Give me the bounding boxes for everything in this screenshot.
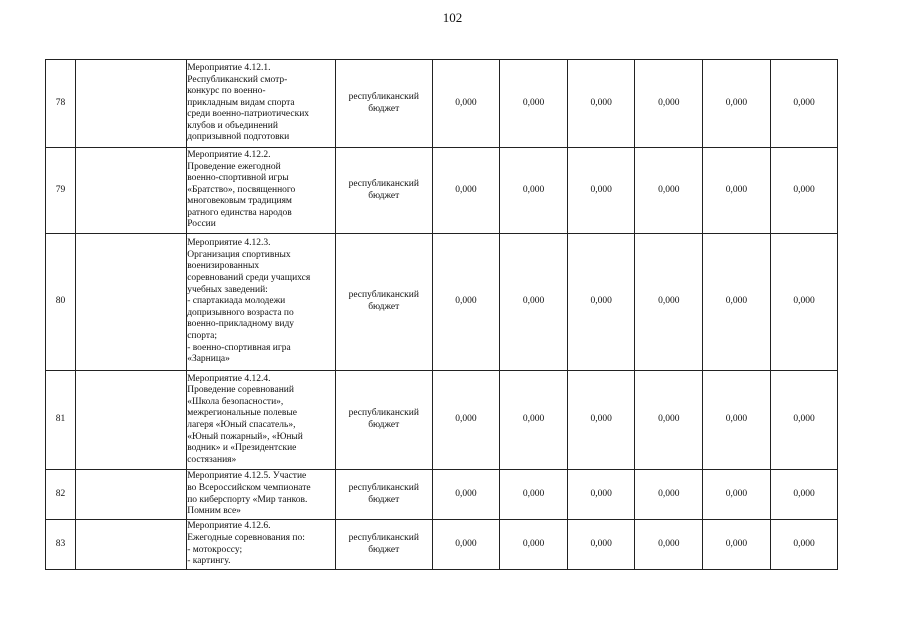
activity-description bbox=[187, 148, 336, 234]
funding-source bbox=[335, 470, 432, 520]
amount-cell: 0,000 bbox=[567, 520, 635, 570]
table-row bbox=[46, 371, 905, 470]
empty-cell bbox=[75, 371, 186, 470]
description-line: Организация спортивных bbox=[187, 249, 291, 260]
amount-cell: 0,000 bbox=[500, 371, 568, 470]
amount-cell: 0,000 bbox=[432, 234, 500, 371]
description-line: допризывного возраста по bbox=[187, 307, 294, 318]
description-line: Мероприятие 4.12.3. bbox=[187, 238, 271, 249]
amount-cell: 0,000 bbox=[770, 371, 838, 470]
empty-cell bbox=[75, 520, 186, 570]
amount-cell: 0,000 bbox=[703, 520, 771, 570]
description-line: конкурс по военно- bbox=[187, 86, 266, 97]
description-line: Мероприятие 4.12.5. Участие bbox=[187, 471, 307, 482]
row-number: 78 bbox=[46, 60, 76, 148]
description-line: Ежегодные соревнования по: bbox=[187, 532, 305, 543]
empty-cell bbox=[75, 470, 186, 520]
description-line: среди военно-патриотических bbox=[187, 109, 310, 120]
activity-description bbox=[187, 520, 336, 570]
description-line: допризывной подготовки bbox=[187, 132, 290, 143]
amount-cell: 0,000 bbox=[500, 520, 568, 570]
description-line: во Всероссийском чемпионате bbox=[187, 482, 311, 493]
description-line: «Братство», посвященного bbox=[187, 184, 296, 195]
description-line: многовековым традициям bbox=[187, 196, 292, 207]
table-row bbox=[46, 60, 905, 148]
amount-cell: 0,000 bbox=[567, 470, 635, 520]
funding-source-line: республиканский bbox=[348, 91, 419, 102]
description-line: лагеря «Юный спасатель», bbox=[187, 420, 296, 430]
row-number: 79 bbox=[46, 148, 76, 234]
description-line: Мероприятие 4.12.2. bbox=[187, 149, 271, 160]
amount-cell: 0,000 bbox=[770, 470, 838, 520]
amount-cell: 0,000 bbox=[500, 148, 568, 234]
description-line: Мероприятие 4.12.4. bbox=[187, 373, 271, 384]
amount-cell: 0,000 bbox=[432, 60, 500, 148]
row-number: 83 bbox=[46, 520, 76, 570]
description-line: соревнований среди учащихся bbox=[187, 273, 311, 284]
table-row bbox=[46, 148, 905, 234]
description-line: ратного единства народов bbox=[187, 207, 292, 218]
amount-cell: 0,000 bbox=[635, 234, 703, 371]
amount-cell: 0,000 bbox=[432, 371, 500, 470]
amount-cell: 0,000 bbox=[703, 234, 771, 371]
table-body bbox=[46, 60, 905, 570]
table-row bbox=[46, 470, 905, 520]
amount-cell: 0,000 bbox=[567, 148, 635, 234]
row-number: 81 bbox=[46, 371, 76, 470]
funding-source bbox=[335, 234, 432, 371]
description-line: - спартакиада молодежи bbox=[187, 296, 286, 307]
row-number: 80 bbox=[46, 234, 76, 371]
description-line: - мотокроссу; bbox=[187, 544, 243, 555]
amount-cell: 0,000 bbox=[500, 470, 568, 520]
description-line: клубов и объединений bbox=[187, 120, 278, 131]
description-line: учебных заведений: bbox=[187, 284, 268, 295]
empty-cell bbox=[75, 234, 186, 371]
amount-cell: 0,000 bbox=[770, 148, 838, 234]
amount-cell: 0,000 bbox=[770, 520, 838, 570]
activity-description bbox=[187, 371, 336, 470]
funding-source-line: бюджет bbox=[368, 544, 400, 555]
amount-cell: 0,000 bbox=[635, 371, 703, 470]
amount-cell: 0,000 bbox=[500, 234, 568, 371]
funding-source-line: республиканский bbox=[348, 532, 419, 543]
description-line: Республиканский смотр- bbox=[187, 74, 288, 85]
description-line: прикладным видам спорта bbox=[187, 97, 295, 108]
empty-cell bbox=[75, 60, 186, 148]
funding-source-line: бюджет bbox=[368, 494, 400, 505]
row-number: 82 bbox=[46, 470, 76, 520]
amount-cell: 0,000 bbox=[770, 60, 838, 148]
funding-source-line: республиканский bbox=[348, 408, 419, 419]
description-line: военизированных bbox=[187, 261, 260, 272]
description-line: спорта; bbox=[187, 330, 218, 341]
activity-description bbox=[187, 60, 336, 148]
amount-cell: 0,000 bbox=[567, 371, 635, 470]
funding-source bbox=[335, 148, 432, 234]
description-line: состязания» bbox=[187, 454, 237, 465]
amount-cell: 0,000 bbox=[703, 148, 771, 234]
description-line: - картингу. bbox=[187, 556, 231, 567]
description-line: Мероприятие 4.12.1. bbox=[187, 62, 271, 73]
amount-cell: 0,000 bbox=[432, 470, 500, 520]
funding-source-line: республиканский bbox=[348, 290, 419, 301]
amount-cell: 0,000 bbox=[635, 470, 703, 520]
description-line: России bbox=[187, 219, 216, 230]
description-line: - военно-спортивная игра bbox=[187, 342, 291, 353]
funding-source-line: республиканский bbox=[348, 482, 419, 493]
amount-cell: 0,000 bbox=[770, 234, 838, 371]
table-row bbox=[46, 234, 905, 371]
amount-cell: 0,000 bbox=[635, 520, 703, 570]
table-row bbox=[46, 520, 905, 570]
description-line: «Юный пожарный», «Юный bbox=[187, 431, 303, 442]
funding-source-line: бюджет bbox=[368, 103, 400, 114]
amount-cell: 0,000 bbox=[635, 60, 703, 148]
description-line: Проведение соревнований bbox=[187, 385, 294, 396]
amount-cell: 0,000 bbox=[500, 60, 568, 148]
description-line: «Зарница» bbox=[187, 354, 230, 365]
funding-source-line: бюджет bbox=[368, 190, 400, 201]
funding-source-line: бюджет bbox=[368, 302, 400, 312]
budget-table bbox=[45, 59, 905, 570]
amount-cell: 0,000 bbox=[703, 470, 771, 520]
description-line: «Школа безопасности», bbox=[187, 396, 284, 407]
funding-source bbox=[335, 60, 432, 148]
funding-source bbox=[335, 371, 432, 470]
description-line: военно-прикладному виду bbox=[187, 319, 295, 330]
amount-cell: 0,000 bbox=[567, 60, 635, 148]
amount-cell: 0,000 bbox=[432, 520, 500, 570]
description-line: Проведение ежегодной bbox=[187, 161, 281, 172]
page-number: 102 bbox=[442, 10, 463, 25]
amount-cell: 0,000 bbox=[703, 371, 771, 470]
funding-source-line: бюджет bbox=[368, 420, 400, 430]
description-line: межрегиональные полевые bbox=[187, 408, 297, 419]
description-line: военно-спортивной игры bbox=[187, 173, 289, 184]
description-line: Мероприятие 4.12.6. bbox=[187, 521, 271, 532]
funding-source-line: республиканский bbox=[348, 178, 419, 189]
amount-cell: 0,000 bbox=[432, 148, 500, 234]
description-line: водник» и «Президентские bbox=[187, 443, 297, 454]
funding-source bbox=[335, 520, 432, 570]
amount-cell: 0,000 bbox=[703, 60, 771, 148]
empty-cell bbox=[75, 148, 186, 234]
amount-cell: 0,000 bbox=[635, 148, 703, 234]
amount-cell: 0,000 bbox=[567, 234, 635, 371]
activity-description bbox=[187, 470, 336, 520]
activity-description bbox=[187, 234, 336, 371]
description-line: Помним все» bbox=[187, 506, 241, 517]
description-line: по киберспорту «Мир танков. bbox=[187, 494, 308, 505]
